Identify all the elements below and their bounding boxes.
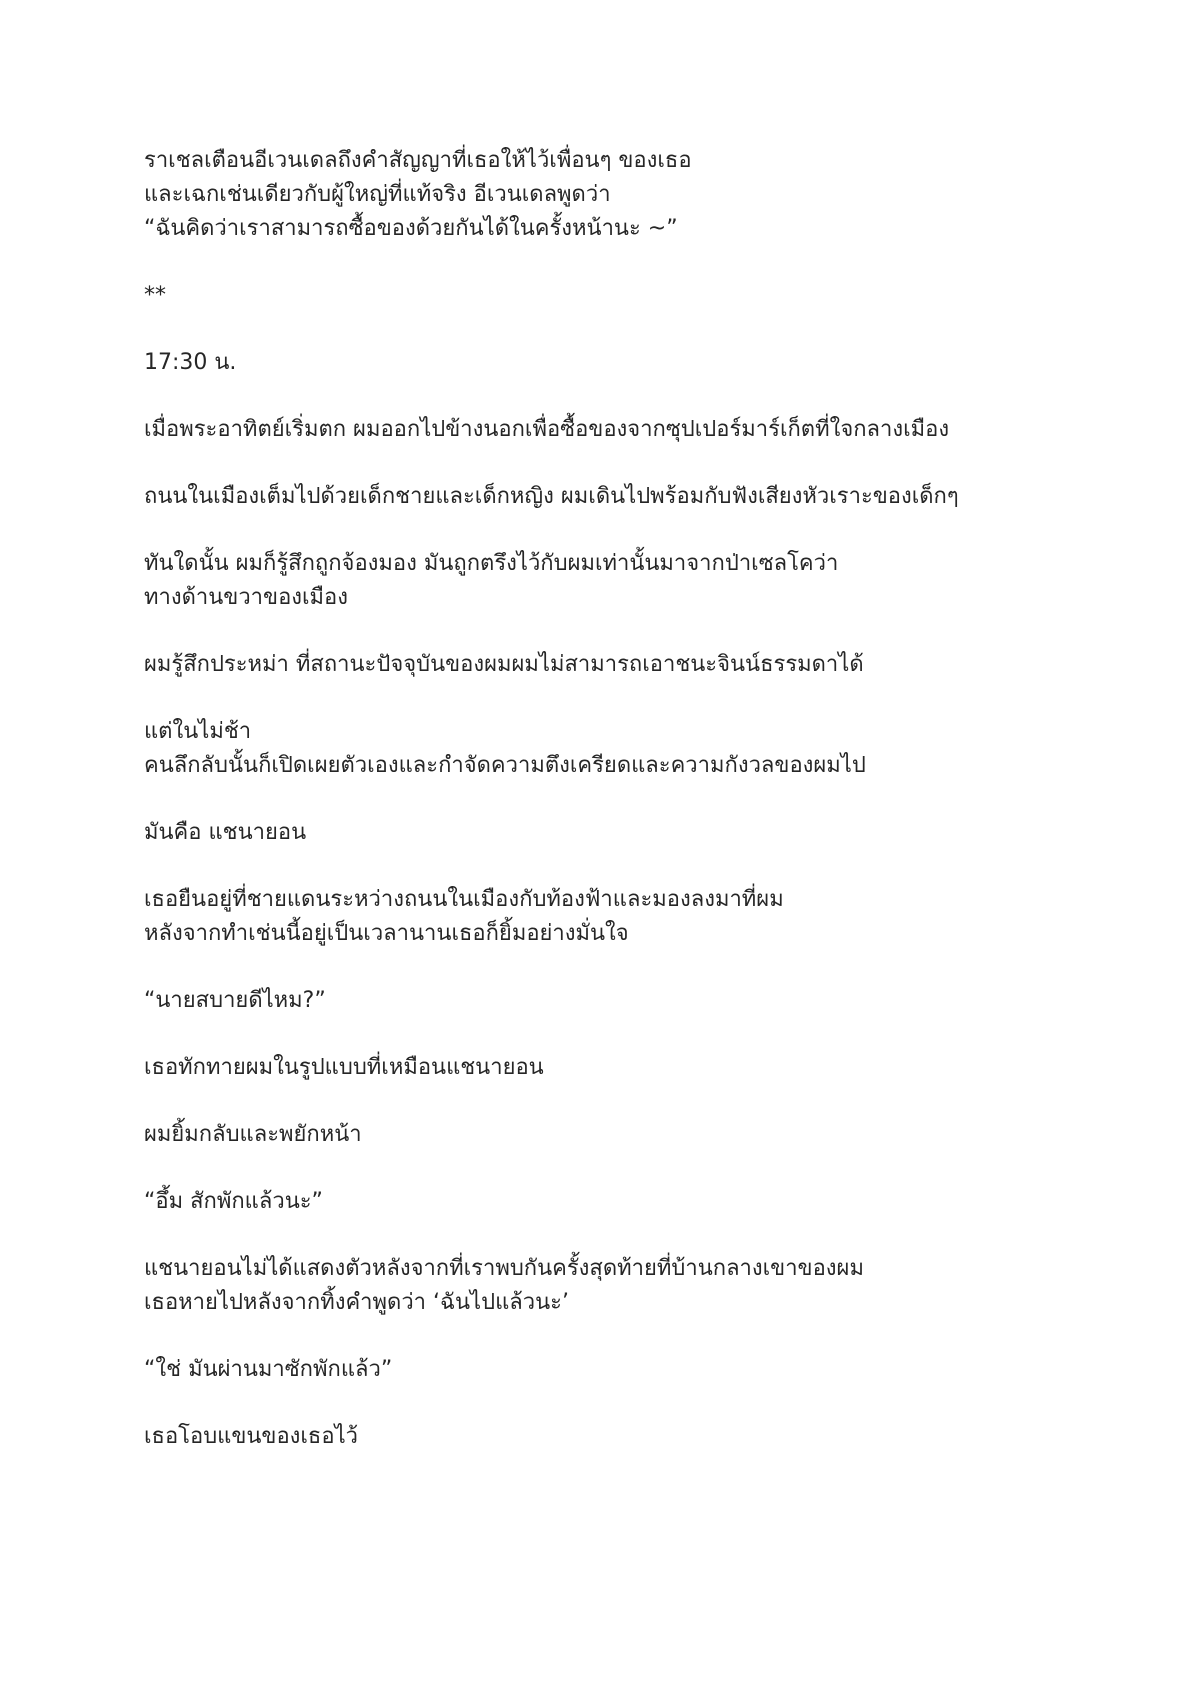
paragraph: [144, 1051, 1064, 1085]
paragraph: [144, 413, 1064, 447]
text-line: ทางด้านขวาของเมือง: [144, 585, 348, 610]
text-line: ทันใดนั้น ผมก็รู้สึกถูกจ้องมอง มันถูกตรึงไว้กับผมเท่านั้นมาจากป่าเซลโคว่า: [144, 551, 839, 576]
scene-break: [144, 279, 1064, 313]
text-line: คนลึกลับนั้นก็เปิดเผยตัวเองและกำจัดความตึงเครียดและความกังวลของผมไป: [144, 753, 866, 778]
paragraph: [144, 715, 1064, 783]
text-line: เธอทักทายผมในรูปแบบที่เหมือนแชนายอน: [144, 1055, 544, 1080]
dialogue: [144, 1185, 1064, 1219]
text-line: มันคือ แชนายอน: [144, 820, 307, 845]
paragraph: [144, 480, 1064, 514]
paragraph: [144, 648, 1064, 682]
text-line: และเฉกเช่นเดียวกับผู้ใหญ่ที่แท้จริง อีเวนเดลพูดว่า: [144, 182, 611, 207]
timestamp: [144, 346, 1064, 380]
text-line: เธอโอบแขนของเธอไว้: [144, 1424, 358, 1449]
text-line: เมื่อพระอาทิตย์เริ่มตก ผมออกไปข้างนอกเพื่อซื้อของจากซุปเปอร์มาร์เก็ตที่ใจกลางเมือง: [144, 417, 950, 442]
paragraph: [144, 144, 1064, 246]
text-line: “นายสบายดีไหม?”: [144, 988, 326, 1013]
document-body: [144, 144, 1064, 1487]
paragraph: [144, 1420, 1064, 1454]
text-line: ผมรู้สึกประหม่า ที่สถานะปัจจุบันของผมผมไม่สามารถเอาชนะจินน์ธรรมดาได้: [144, 652, 864, 677]
text-line: แชนายอนไม่ได้แสดงตัวหลังจากที่เราพบกันครั้งสุดท้ายที่บ้านกลางเขาของผม: [144, 1256, 864, 1281]
text-line: 17:30 น.: [144, 350, 237, 375]
text-line: แต่ในไม่ช้า: [144, 719, 252, 744]
paragraph: [144, 547, 1064, 615]
paragraph: [144, 883, 1064, 951]
paragraph: [144, 816, 1064, 850]
text-line: ราเชลเตือนอีเวนเดลถึงคำสัญญาที่เธอให้ไว้เพื่อนๆ ของเธอ: [144, 148, 692, 173]
text-line: ผมยิ้มกลับและพยักหน้า: [144, 1122, 362, 1147]
dialogue: [144, 1353, 1064, 1387]
text-line: ถนนในเมืองเต็มไปด้วยเด็กชายและเด็กหญิง ผมเดินไปพร้อมกับฟังเสียงหัวเราะของเด็กๆ: [144, 484, 959, 509]
text-line: เธอหายไปหลังจากทิ้งคำพูดว่า ‘ฉันไปแล้วนะ’: [144, 1290, 569, 1315]
text-line: หลังจากทำเช่นนี้อยู่เป็นเวลานานเธอก็ยิ้มอย่างมั่นใจ: [144, 921, 629, 946]
paragraph: [144, 1118, 1064, 1152]
text-line: **: [144, 283, 166, 308]
text-line: “อึ้ม สักพักแล้วนะ”: [144, 1189, 323, 1214]
paragraph: [144, 1252, 1064, 1320]
text-line: เธอยืนอยู่ที่ชายแดนระหว่างถนนในเมืองกับท้องฟ้าและมองลงมาที่ผม: [144, 887, 784, 912]
text-line: “ใช่ มันผ่านมาซักพักแล้ว”: [144, 1357, 393, 1382]
dialogue: [144, 984, 1064, 1018]
text-line: “ฉันคิดว่าเราสามารถซื้อของด้วยกันได้ในครั้งหน้านะ ~”: [144, 216, 678, 241]
